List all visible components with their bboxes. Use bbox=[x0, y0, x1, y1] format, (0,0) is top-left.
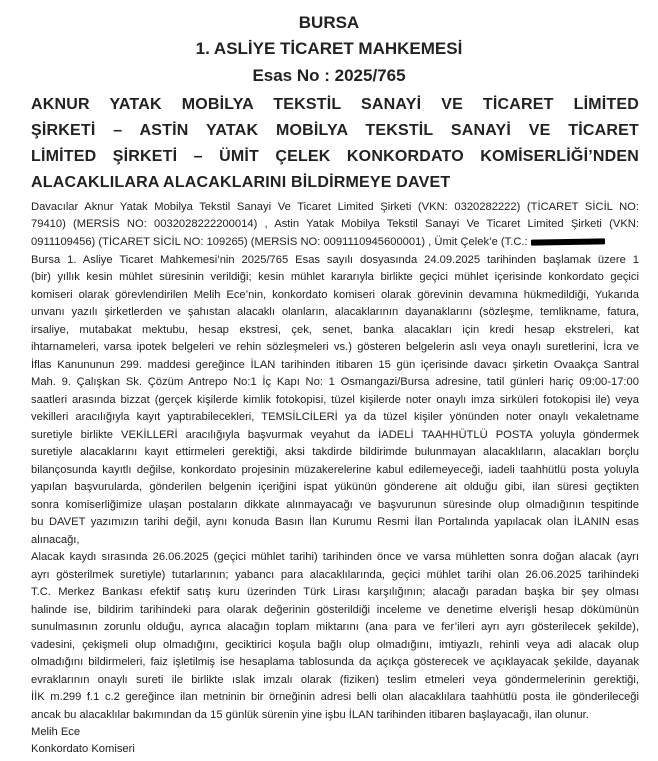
body-line: Alacak kaydı sırasında 26.06.2025 (geçici mühlet tarihi) tarihinden önce ve varsa mühletten sonra doğan alacak (ayrı bbox=[31, 551, 639, 563]
body-line: ayrı gösterilmek suretiyle) tutarlarının; yabancı para alacaklılarında, geçici mühlet tarihi olan 26.06.2025 tarihindeki bbox=[31, 569, 639, 581]
body-line: ihtarnameleri, varsa ipotek belgeleri ve rehin sözleşmeleri vs.) gösteren belgelerin aslı veya onaylı suretlerini, İcra ve bbox=[31, 341, 639, 353]
title-line: AKNUR YATAK MOBİLYA TEKSTİL SANAYİ VE TİCARET LİMİTED bbox=[31, 96, 639, 113]
body-line: bu DAVET yazımızın tarihi değil, aynı konuda Basın İlan Kurumu Resmi İlan Portalında yapılacak olan İLANIN esas bbox=[31, 516, 639, 528]
body-line: İflas Kanununun 299. maddesi gereğince İLAN tarihinden itibaren 15 gün içerisinde davacı şirketin Ovaakça Santral bbox=[31, 359, 639, 371]
body-line: irsaliye, mutabakat mektubu, hesap ekstresi, çek, senet, banka alacakları için kredi hesap ekstreleri, kat bbox=[31, 324, 639, 336]
signatory-title: Konkordato Komiseri bbox=[31, 743, 135, 755]
body-line: suretiyle birlikte VEKİLLERİ aracılığıyla başvurmak veyahut da İADELİ TAAHHÜTLÜ POSTA yoluyla göndermek bbox=[31, 429, 639, 441]
body-line: ancak bu alacaklılar bakımından da 15 günlük sürenin yine işbu İLAN tarihinden itibaren başlayacağı, ilan olunur. bbox=[31, 709, 589, 721]
body-line: T.C. Merkez Bankası efektif satış kuru üzerinden Türk Lirası karşılığının; alacağı paradan başka bir şey olması bbox=[31, 586, 639, 598]
body-line: suretiyle alacaklarını kayıt ettirmeleri gerektiği, aksi takdirde bildirimde bulunmayan alacaklıların, alacakları borçlu bbox=[31, 446, 639, 458]
body-line: bilançosunda kayıtlı değilse, konkordato projesinin müzakerelerine kabul edilemeyeceği, iadeli taahhütlü posta yoluyla bbox=[31, 464, 639, 476]
body-line: 79410) (MERSİS NO: 0032028222200014) , Astin Yatak Mobilya Tekstil Sanayi Ve Ticaret Limited Şirketi (VKN: bbox=[31, 218, 639, 230]
body-line: saatleri arasında bizzat (gerçek kişilerde kimlik fotokopisi, tüzel kişilerde noter onaylı imza sirküleri fotokopisi ile) veya bbox=[31, 394, 639, 406]
body-line: unvanı yazılı şirketlerden ve şahıstan alacaklı olanların, alacaklarının dayanaklarını (sözleşme, temlikname, fatura, bbox=[31, 306, 639, 318]
court-name: 1. ASLİYE TİCARET MAHKEMESİ bbox=[195, 39, 463, 58]
body-line: sonra komiserliğimize ulaşan postaların dikkate alınmayacağı ve başvurunun süresinde olup olmadığının tespitinde bbox=[31, 499, 639, 511]
body-line: komiseri olarak görevlendirilen Melih Ece’nin, konkordato komiseri olarak görevinin devamına hükmedildiği, Yukarıda bbox=[31, 289, 639, 301]
body-line: vadesini, çekişmeli olup olmadığını, geciktirici koşula bağlı olup olmadığını, imtiyazlı, rehinli veya adi alacak olup bbox=[31, 639, 639, 651]
body-line: sunulmasının zorunlu olduğu, ayrıca alacağın toplam miktarını (ana para ve fer’ileri ayrı ayrı gösterilecek şekilde), bbox=[31, 621, 639, 633]
title-line: ŞİRKETİ – ASTİN YATAK MOBİLYA TEKSTİL SANAYİ VE TİCARET bbox=[31, 122, 639, 139]
title-line: LİMİTED ŞİRKETİ – ÜMİT ÇELEK KONKORDATO KOMİSERLİĞİ’NDEN bbox=[31, 148, 639, 165]
redaction-bar bbox=[531, 238, 605, 245]
title-line: ALACAKLILARA ALACAKLARINI BİLDİRMEYE DAVET bbox=[31, 174, 451, 191]
case-number: Esas No : 2025/765 bbox=[252, 66, 406, 85]
body-line: (bir) yıllık kesin mühlet süresinin verildiği; kesin mühlet kararıyla birlikte geçici mühlet içerisinde konkordato geçici bbox=[31, 271, 639, 283]
body-line: Bursa 1. Asliye Ticaret Mahkemesi’nin 2025/765 Esas sayılı dosyasında 24.09.2025 tarihinden başlamak üzere 1 bbox=[31, 254, 639, 266]
body-line: vekilleri aracılığıyla kayıt yaptırabilecekleri, TEMSİLCİLERİ ya da tüzel kişiler yönünden noter onaylı vekaletname bbox=[31, 411, 639, 423]
signatory-name: Melih Ece bbox=[31, 726, 81, 738]
body-line: evraklarının onaylı sureti ile birlikte ıslak imzalı olarak (fiziken) teslim etmeleri veya göndermelerinin gerektiği, bbox=[31, 674, 639, 686]
body-line: olmadığını bildirmeleri, faiz işletilmiş ise hesaplama tablosunda da açıkça gösterecek ve açıklayacak şekilde, dayanak bbox=[31, 656, 639, 668]
body-line-with-redaction bbox=[31, 235, 605, 249]
body-line: halinde ise, bildirim tarihindeki para olarak değerinin gösterildiği inceleme ve denetime elverişli hesap dökümünün bbox=[31, 604, 639, 616]
body-line: Davacılar Aknur Yatak Mobilya Tekstil Sanayi Ve Ticaret Limited Şirketi (VKN: 0320282222) (TİCARET SİCİL NO: bbox=[31, 201, 639, 213]
body-line: alınacağı, bbox=[31, 534, 80, 546]
body-line: Mah. 9. Çalışkan Sk. Çözüm Antrepo No:1 İç Kapı No: 1 Osmangazi/Bursa adresine, tatil günleri hariç 09:00-17:00 bbox=[31, 376, 639, 388]
body-line: İİK m.299 f.1 c.2 gereğince ilan metninin bir örneğinin adresi belli olan alacaklılara taahhütlü posta ile gönderileceği bbox=[31, 691, 639, 703]
body-line: 0911109456) (TİCARET SİCİL NO: 109265) (MERSİS NO: 0091110945600001) , Ümit Çelek’e (T.C.: bbox=[31, 236, 528, 248]
court-city: BURSA bbox=[298, 13, 360, 32]
body-line: yapılan başvurularda, gönderilen belgenin içeriğini ispat yükünün gönderene ait olduğu gibi, ilan süresi geçtikten bbox=[31, 481, 639, 493]
